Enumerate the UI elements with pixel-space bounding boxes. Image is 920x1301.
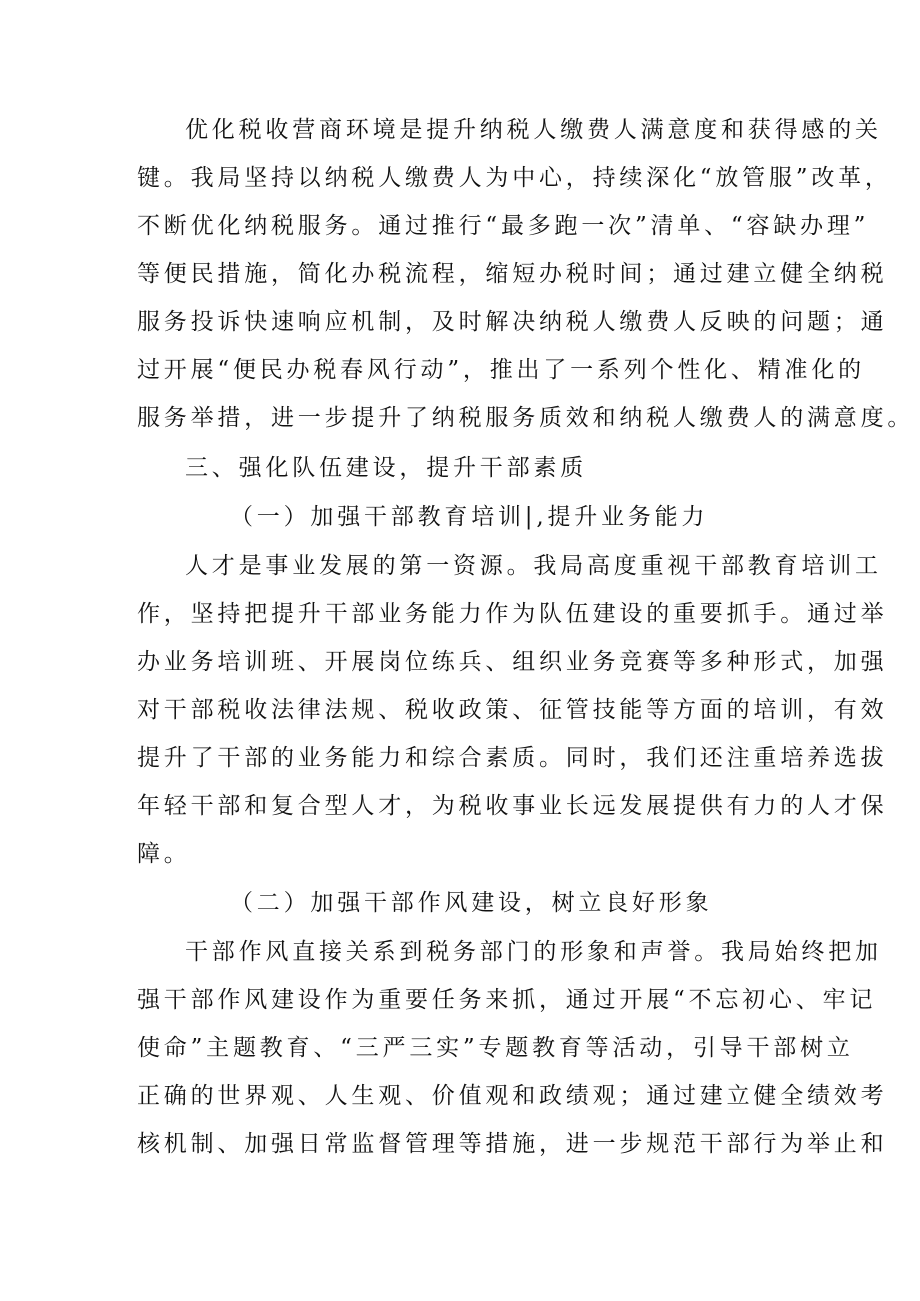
section-heading: 三、强化队伍建设，提升干部素质	[185, 455, 587, 481]
paragraph-line: 正确的世界观、人生观、价值观和政绩观；通过建立健全绩效考	[137, 1083, 888, 1109]
paragraph-line: 办业务培训班、开展岗位练兵、组织业务竞赛等多种形式，加强	[137, 649, 888, 675]
paragraph-line: 不断优化纳税服务。通过推行“最多跑一次”清单、“容缺办理”	[137, 213, 870, 239]
paragraph-line: 核机制、加强日常监督管理等措施，进一步规范干部行为举止和	[137, 1131, 888, 1157]
paragraph-line: 障。	[137, 841, 191, 867]
paragraph-line: 等便民措施，简化办税流程，缩短办税时间；通过建立健全纳税	[137, 261, 888, 287]
paragraph-line: 优化税收营商环境是提升纳税人缴费人满意度和获得感的关	[185, 117, 882, 143]
paragraph-line: 年轻干部和复合型人才，为税收事业长远发展提供有力的人才保	[137, 793, 888, 819]
paragraph-line: 作，坚持把提升干部业务能力作为队伍建设的重要抓手。通过举	[137, 601, 888, 627]
paragraph-line: 对干部税收法律法规、税收政策、征管技能等方面的培训，有效	[137, 697, 888, 723]
paragraph-line: 键。我局坚持以纳税人缴费人为中心，持续深化“放管服”改革，	[137, 165, 892, 191]
paragraph-line: 强干部作风建设作为重要任务来抓，通过开展“不忘初心、牢记	[137, 987, 877, 1013]
paragraph-line: 干部作风直接关系到税务部门的形象和声誉。我局始终把加	[185, 939, 882, 965]
paragraph-line: 服务举措，进一步提升了纳税服务质效和纳税人缴费人的满意度。	[137, 405, 915, 431]
subsection-heading: （二）加强干部作风建设，树立良好形象	[230, 890, 713, 916]
paragraph-line: 提升了干部的业务能力和综合素质。同时，我们还注重培养选拔	[137, 745, 888, 771]
paragraph-line: 服务投诉快速响应机制，及时解决纳税人缴费人反映的问题；通	[137, 309, 888, 335]
paragraph-line: 人才是事业发展的第一资源。我局高度重视干部教育培训工	[185, 553, 882, 579]
subsection-heading: （一）加强干部教育培训|,提升业务能力	[230, 504, 709, 530]
paragraph-line: 使命”主题教育、“三严三实”专题教育等活动，引导干部树立	[137, 1035, 854, 1061]
paragraph-line: 过开展“便民办税春风行动”，推出了一系列个性化、精准化的	[137, 357, 865, 383]
